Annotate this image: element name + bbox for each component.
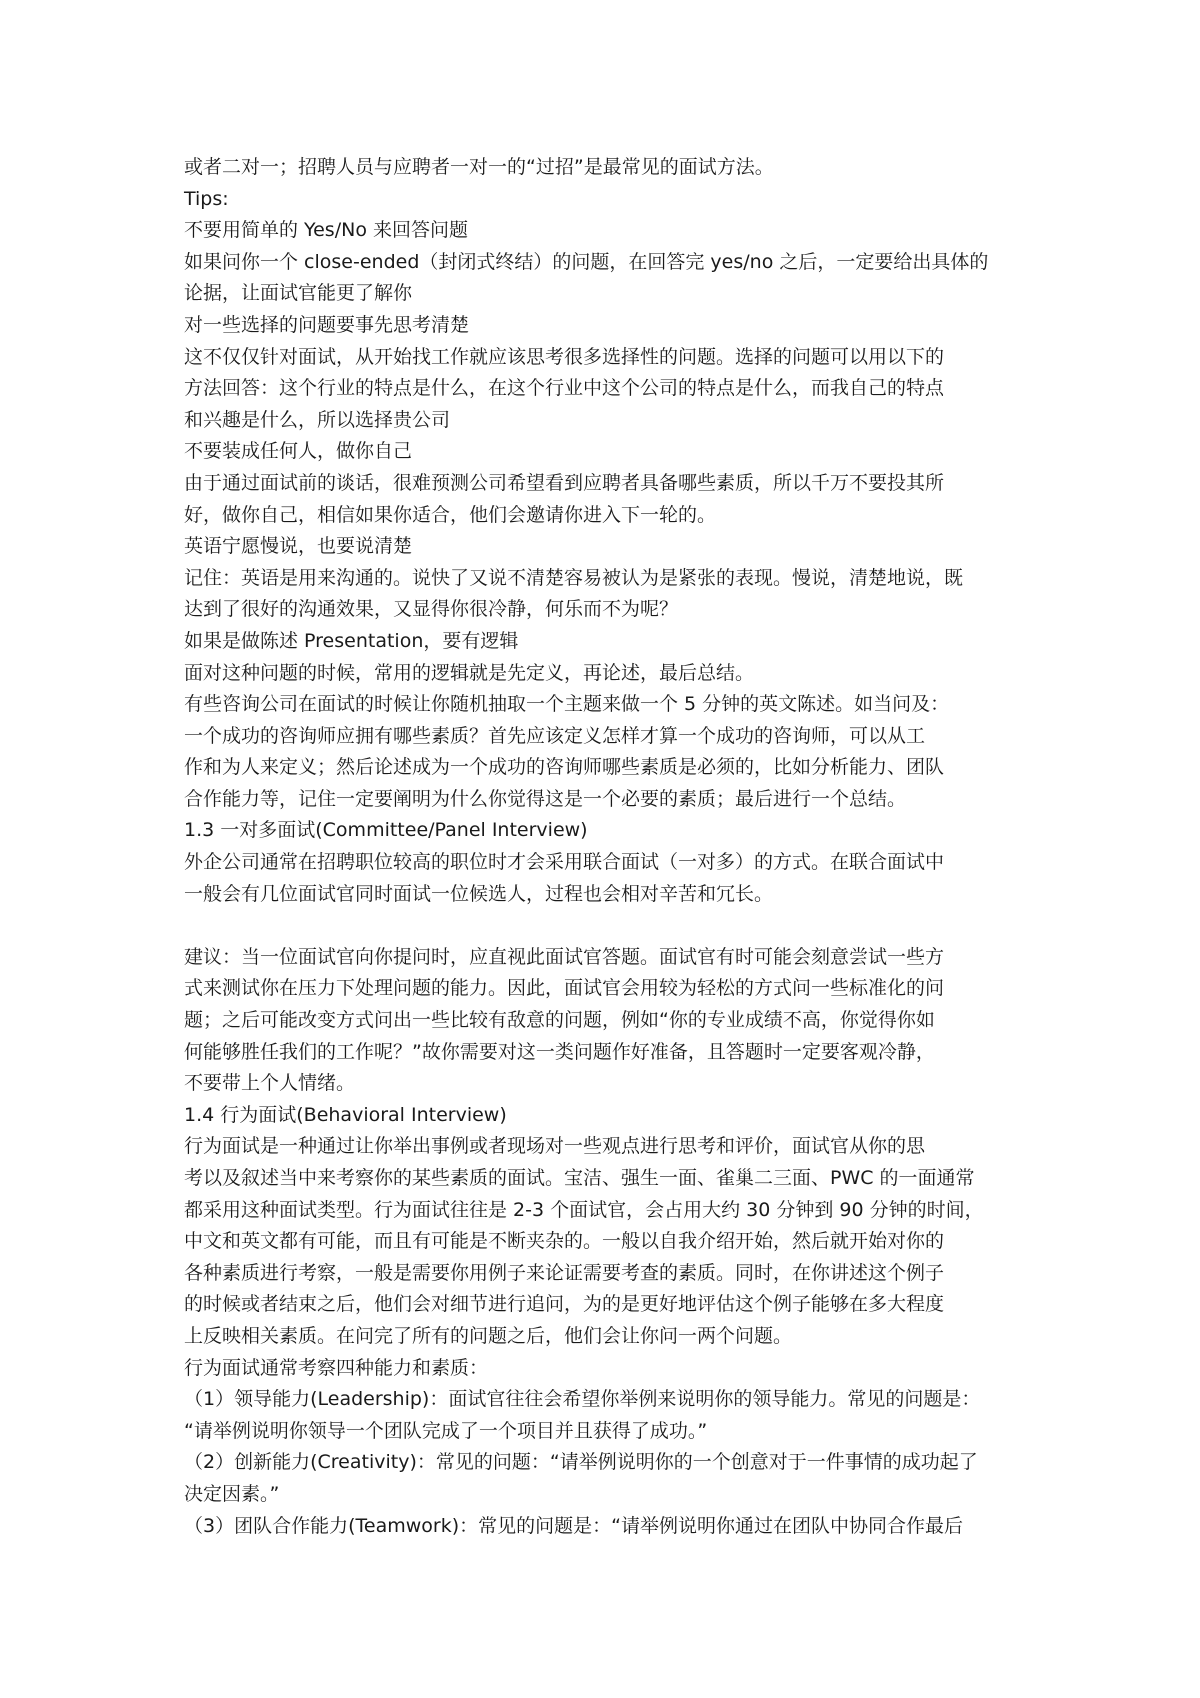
text-line: 论据，让面试官能更了解你 — [184, 282, 413, 305]
text-line: 有些咨询公司在面试的时候让你随机抽取一个主题来做一个 5 分钟的英文陈述。如当问及： — [184, 693, 950, 716]
text-line: 作和为人来定义；然后论述成为一个成功的咨询师哪些素质是必须的，比如分析能力、团队 — [184, 756, 945, 779]
document-body — [184, 152, 1030, 1542]
tips-heading: Tips: — [184, 187, 229, 210]
text-line: 决定因素。” — [184, 1482, 280, 1505]
tip-heading: 不要用简单的 Yes/No 来回答问题 — [184, 219, 468, 242]
text-line: 行为面试是一种通过让你举出事例或者现场对一些观点进行思考和评价，面试官从你的思 — [184, 1135, 926, 1158]
text-line: 各种素质进行考察，一般是需要你用例子来论证需要考查的素质。同时，在你讲述这个例子 — [184, 1261, 945, 1284]
text-line: 这不仅仅针对面试，从开始找工作就应该思考很多选择性的问题。选择的问题可以用以下的 — [184, 345, 945, 368]
text-line: 的时候或者结束之后，他们会对细节进行追问，为的是更好地评估这个例子能够在多大程度 — [184, 1293, 945, 1316]
text-line: 行为面试通常考察四种能力和素质： — [184, 1356, 489, 1379]
list-item: （1）领导能力(Leadership)：面试官往往会希望你举例来说明你的领导能力。常见的问题是： — [184, 1388, 981, 1411]
tip-heading: 如果是做陈述 Presentation，要有逻辑 — [184, 629, 519, 652]
text-line: 上反映相关素质。在问完了所有的问题之后，他们会让你问一两个问题。 — [184, 1324, 793, 1347]
text-line: 面对这种问题的时候，常用的逻辑就是先定义，再论述，最后总结。 — [184, 661, 755, 684]
text-line: 何能够胜任我们的工作呢？”故你需要对这一类问题作好准备，且答题时一定要客观冷静， — [184, 1040, 935, 1063]
text-line: 中文和英文都有可能，而且有可能是不断夹杂的。一般以自我介绍开始，然后就开始对你的 — [184, 1230, 945, 1253]
section-heading: 1.4 行为面试(Behavioral Interview) — [184, 1103, 507, 1126]
text-line: 合作能力等，记住一定要阐明为什么你觉得这是一个必要的素质；最后进行一个总结。 — [184, 787, 907, 810]
text-line: 方法回答：这个行业的特点是什么，在这个行业中这个公司的特点是什么，而我自己的特点 — [184, 377, 945, 400]
section-heading: 1.3 一对多面试(Committee/Panel Interview) — [184, 819, 588, 842]
text-line: 都采用这种面试类型。行为面试往往是 2-3 个面试官，会占用大约 30 分钟到 90 分钟的时间， — [184, 1198, 984, 1221]
list-item: （2）创新能力(Creativity)：常见的问题：“请举例说明你的一个创意对于一件事情的成功起了 — [184, 1451, 978, 1474]
tip-heading: 对一些选择的问题要事先思考清楚 — [184, 313, 470, 336]
text-line: 题；之后可能改变方式问出一些比较有敌意的问题，例如“你的专业成绩不高，你觉得你如 — [184, 1009, 935, 1032]
text-line: 或者二对一；招聘人员与应聘者一对一的“过招”是最常见的面试方法。 — [184, 156, 774, 178]
tip-heading: 不要装成任何人，做你自己 — [184, 440, 413, 463]
text-line: 达到了很好的沟通效果，又显得你很冷静，何乐而不为呢？ — [184, 598, 679, 621]
text-line: 式来测试你在压力下处理问题的能力。因此，面试官会用较为轻松的方式问一些标准化的问 — [184, 977, 945, 1000]
text-line: “请举例说明你领导一个团队完成了一个项目并且获得了成功。” — [184, 1419, 708, 1442]
text-line: 不要带上个人情绪。 — [184, 1072, 356, 1095]
text-line: 建议：当一位面试官向你提问时，应直视此面试官答题。面试官有时可能会刻意尝试一些方 — [184, 945, 945, 968]
text-line: 一个成功的咨询师应拥有哪些素质？首先应该定义怎样才算一个成功的咨询师，可以从工 — [184, 724, 926, 747]
list-item: （3）团队合作能力(Teamwork)：常见的问题是：“请举例说明你通过在团队中协同合作最后 — [184, 1514, 963, 1537]
text-line: 考以及叙述当中来考察你的某些素质的面试。宝洁、强生一面、雀巢二三面、PWC 的一面通常 — [184, 1167, 975, 1189]
text-line: 好，做你自己，相信如果你适合，他们会邀请你进入下一轮的。 — [184, 503, 717, 526]
text-line: 和兴趣是什么，所以选择贵公司 — [184, 408, 451, 431]
text-line: 一般会有几位面试官同时面试一位候选人，过程也会相对辛苦和冗长。 — [184, 882, 774, 905]
blank-line — [184, 910, 1030, 942]
text-line: 外企公司通常在招聘职位较高的职位时才会采用联合面试（一对多）的方式。在联合面试中 — [184, 851, 945, 874]
tip-heading: 英语宁愿慢说，也要说清楚 — [184, 535, 413, 558]
text-line: 如果问你一个 close-ended（封闭式终结）的问题，在回答完 yes/no 之后，一定要给出具体的 — [184, 250, 989, 273]
text-line: 由于通过面试前的谈话，很难预测公司希望看到应聘者具备哪些素质，所以千万不要投其所 — [184, 471, 945, 494]
text-line: 记住：英语是用来沟通的。说快了又说不清楚容易被认为是紧张的表现。慢说，清楚地说，既 — [184, 566, 964, 589]
